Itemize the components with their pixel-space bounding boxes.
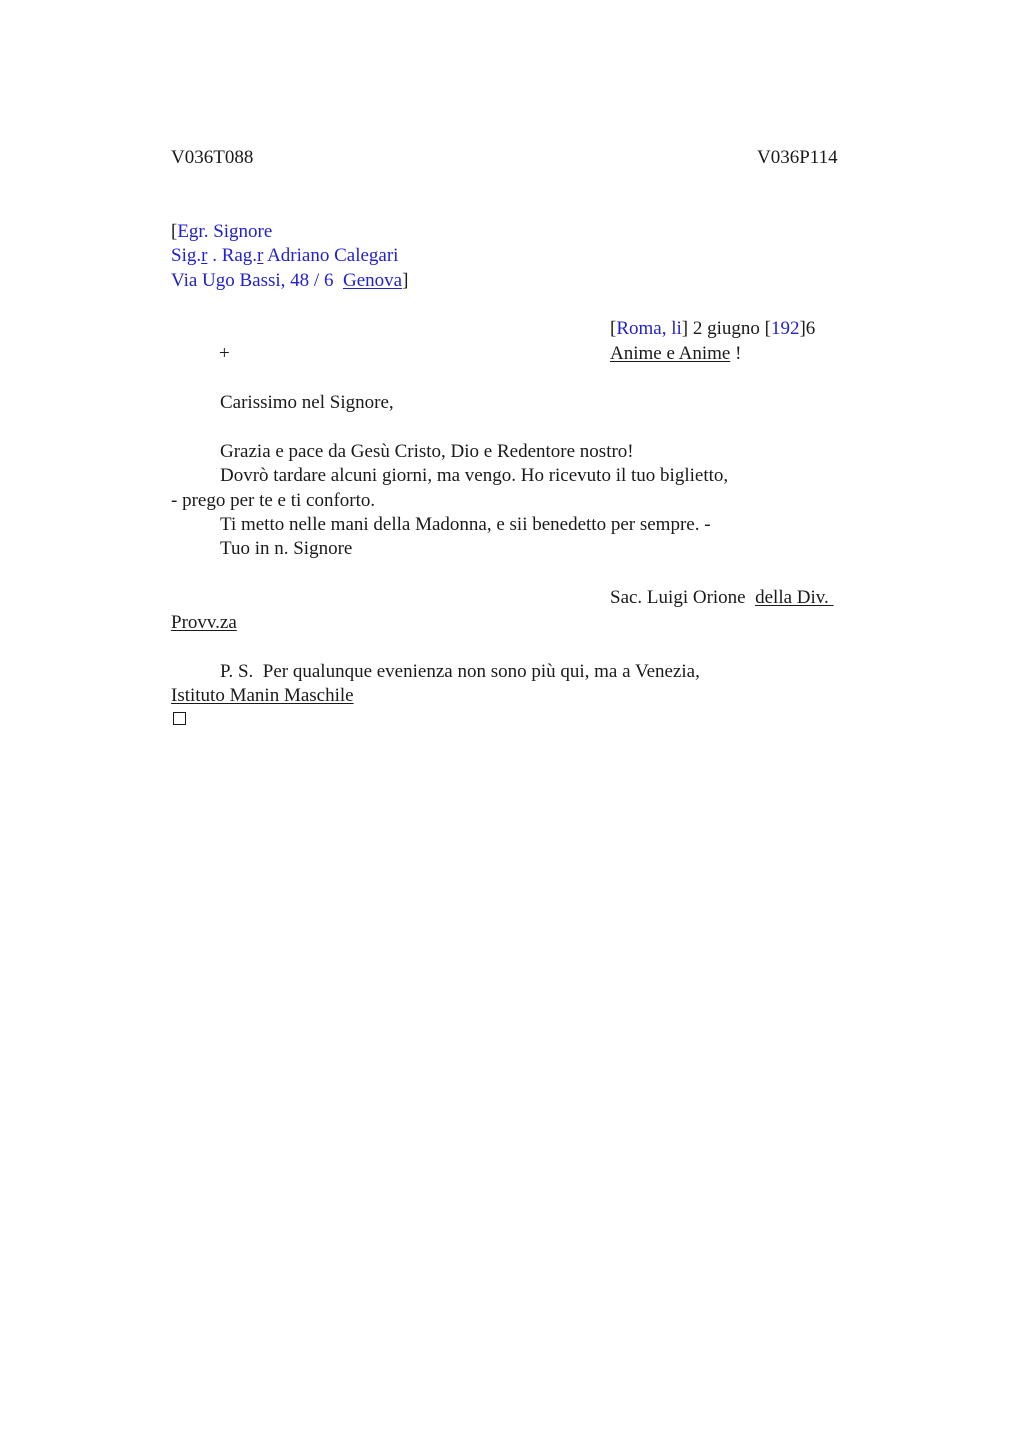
- dateline: [610, 317, 815, 341]
- address-title-rag: . Rag.: [207, 245, 258, 266]
- body-line-4: Ti metto nelle mani della Madonna, e sii benedetto per sempre. -: [220, 514, 711, 535]
- closing: Tuo in n. Signore: [220, 538, 353, 559]
- address-title-sup-1: r: [201, 245, 208, 266]
- address-line-2: [171, 244, 398, 268]
- address-line-3: [171, 269, 408, 293]
- signature-congregation-part-2: Provv.za: [171, 612, 237, 633]
- motto: [610, 342, 741, 366]
- signature-congregation-part-1: della Div.: [755, 587, 834, 608]
- dateline-bracket-open: [: [610, 318, 617, 339]
- motto-suffix: !: [730, 343, 742, 364]
- salutation: Carissimo nel Signore,: [220, 392, 394, 413]
- address-city: Genova: [342, 270, 403, 291]
- address-line-1: [171, 220, 272, 244]
- bracket-close: ]: [402, 270, 409, 291]
- body-line-1: Grazia e pace da Gesù Cristo, Dio e Redentore nostro!: [220, 441, 634, 462]
- address-title-sup-2: r: [257, 245, 264, 266]
- body-line-3: - prego per te e ti conforto.: [171, 490, 376, 511]
- empty-square-icon: [173, 712, 186, 725]
- cross-mark: +: [219, 343, 230, 364]
- dateline-date: ] 2 giugno [: [681, 318, 771, 339]
- signature-line: [610, 586, 834, 610]
- dateline-place: Roma, li: [616, 318, 682, 339]
- document-code-left: V036T088: [171, 147, 254, 168]
- address-salutation: Egr. Signore: [177, 221, 273, 242]
- address-title-sig: Sig.: [171, 245, 202, 266]
- signature-name: Sac. Luigi Orione: [610, 587, 756, 608]
- motto-text: Anime e Anime: [610, 343, 731, 364]
- postscript-line-2: Istituto Manin Maschile: [171, 685, 354, 706]
- body-line-2: Dovrò tardare alcuni giorni, ma vengo. Ho ricevuto il tuo biglietto,: [220, 465, 729, 486]
- dateline-year-end: ]6: [799, 318, 816, 339]
- address-street: Via Ugo Bassi, 48 / 6: [171, 270, 343, 291]
- dateline-year-part: 192: [770, 318, 800, 339]
- addressee-name: Adriano Calegari: [263, 245, 399, 266]
- postscript-line-1: P. S. Per qualunque evenienza non sono più qui, ma a Venezia,: [220, 661, 700, 682]
- bracket-open: [: [171, 221, 178, 242]
- document-code-right: V036P114: [757, 147, 838, 168]
